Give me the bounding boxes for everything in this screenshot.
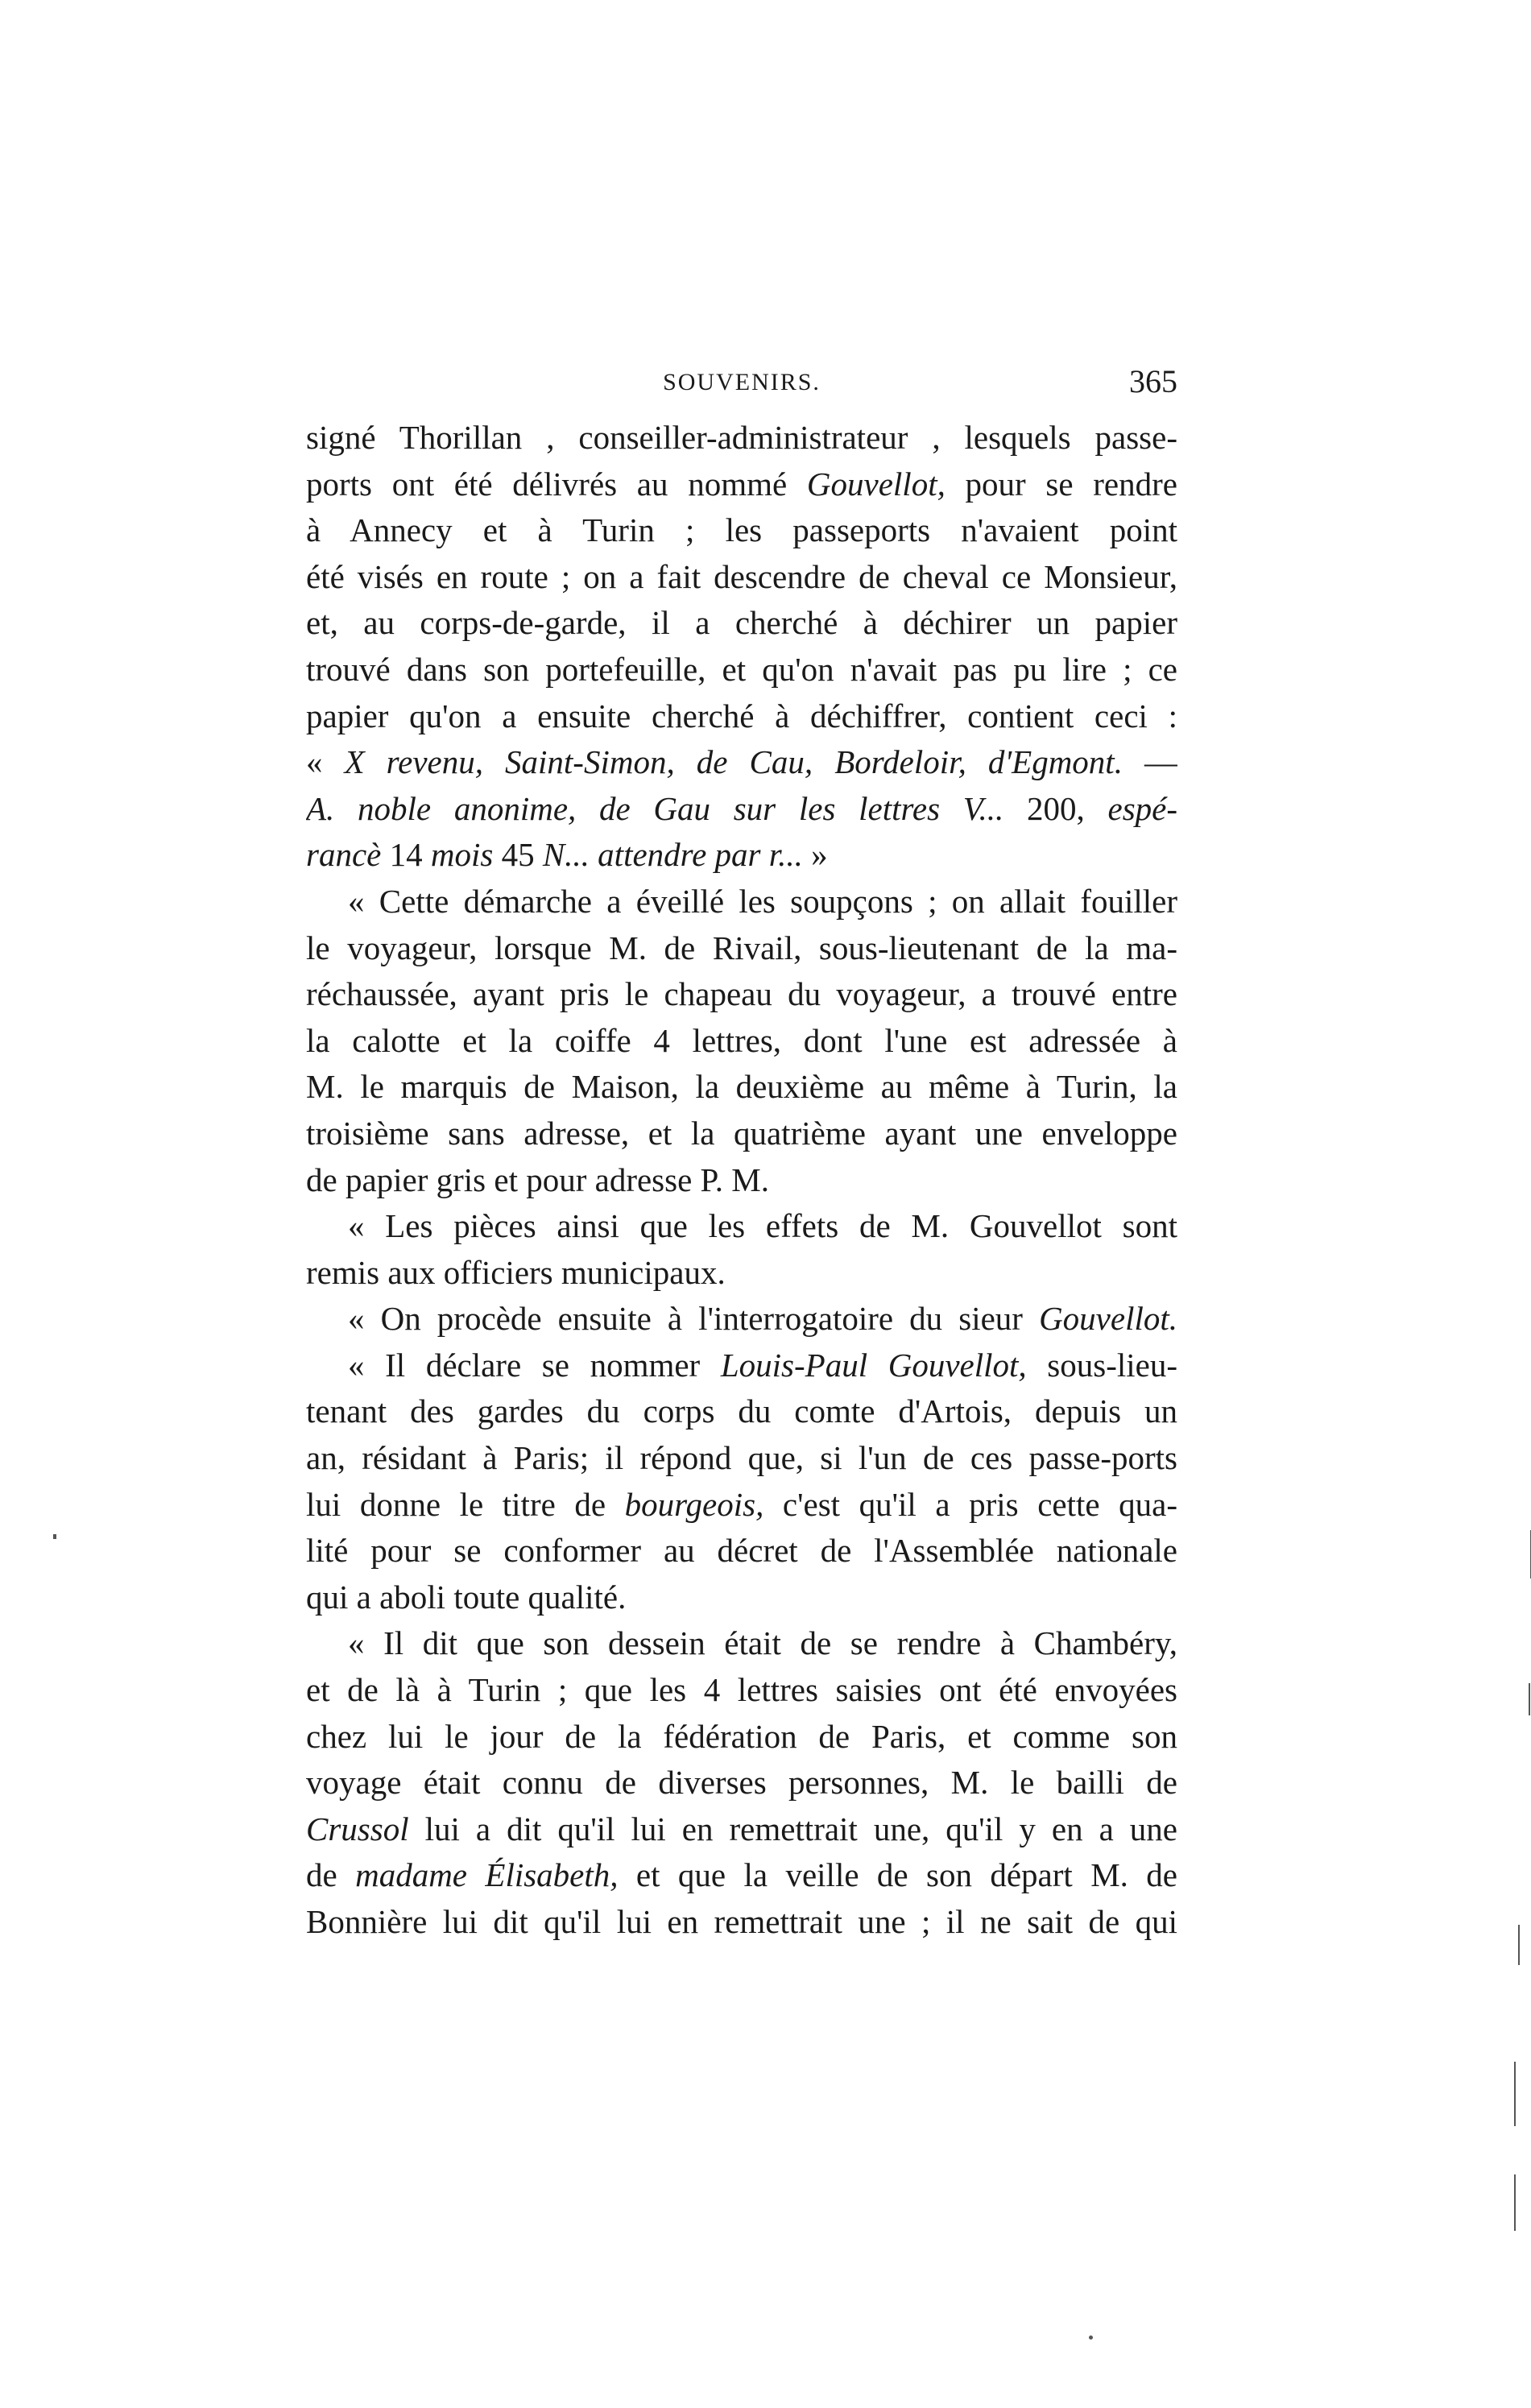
text-segment: an, résidant à Paris; il répond que, si l'un de ces passe-ports — [306, 1439, 1177, 1477]
text-line — [306, 1343, 1177, 1389]
text-line — [306, 1852, 1177, 1899]
text-line — [306, 461, 1177, 508]
text-line — [306, 1714, 1177, 1760]
italic-text: espé- — [1107, 789, 1177, 827]
text-line — [306, 415, 1177, 461]
text-segment: « Il dit que son dessein était de se rendre à Chambéry, — [348, 1624, 1177, 1662]
text-segment: de — [306, 1856, 356, 1894]
text-line — [306, 1435, 1177, 1482]
text-line — [306, 1064, 1177, 1111]
text-line — [306, 925, 1177, 972]
text-segment: de papier gris et pour adresse P. M. — [306, 1161, 770, 1198]
text-line — [306, 693, 1177, 740]
text-line — [306, 1250, 1177, 1297]
text-line — [306, 1899, 1177, 1946]
scan-artifact — [53, 1534, 56, 1539]
text-segment: réchaussée, ayant pris le chapeau du voyageur, a trouvé entre — [306, 975, 1177, 1013]
scan-artifact — [1529, 1683, 1530, 1715]
text-segment: lui donne le titre de — [306, 1485, 625, 1523]
text-line — [306, 1574, 1177, 1621]
body-text — [306, 415, 1177, 1946]
text-line — [306, 971, 1177, 1018]
text-segment: « Il déclare se nommer — [348, 1346, 721, 1384]
text-segment: » — [802, 836, 828, 874]
text-segment: tenant des gardes du corps du comte d'Artois, depuis un — [306, 1392, 1177, 1430]
text-line — [306, 1203, 1177, 1250]
italic-text: rancè — [306, 836, 382, 874]
text-line — [306, 647, 1177, 693]
text-segment: été visés en route ; on a fait descendre de cheval ce Monsieur, — [306, 557, 1177, 595]
text-line — [306, 832, 1177, 879]
text-segment: lui a dit qu'il lui en remettrait une, qu'il y en a une — [408, 1810, 1177, 1847]
text-segment: 14 — [381, 836, 431, 874]
scan-artifact — [1518, 1925, 1520, 1965]
text-segment: lité pour se conformer au décret de l'Assemblée nationale — [306, 1532, 1177, 1570]
text-segment: voyage était connu de diverses personnes, M. le bailli de — [306, 1764, 1177, 1802]
text-segment: qui a aboli toute qualité. — [306, 1578, 627, 1616]
text-segment: 45 — [493, 836, 543, 874]
italic-text: X revenu, Saint-Simon, de Cau, Bordeloir, d'Egmont. — [344, 743, 1123, 781]
scan-artifact — [1514, 2062, 1516, 2126]
text-segment: et que la veille de son départ M. de — [618, 1856, 1177, 1894]
text-segment: sous-lieu- — [1026, 1346, 1177, 1384]
text-line — [306, 879, 1177, 925]
text-line — [306, 1667, 1177, 1714]
italic-text: mois — [430, 836, 494, 874]
text-segment: trouvé dans son portefeuille, et qu'on n'avait pas pu lire ; ce — [306, 650, 1177, 688]
scan-artifact — [1089, 2336, 1093, 2340]
scan-artifact — [1514, 2174, 1516, 2231]
italic-text: bourgeois, — [624, 1485, 764, 1523]
text-segment: à Annecy et à Turin ; les passeports n'avaient point — [306, 511, 1177, 549]
text-line — [306, 1111, 1177, 1157]
italic-text: A. noble anonime, de Gau sur les lettres V... — [306, 789, 1004, 827]
page-number: 365 — [1129, 363, 1177, 399]
text-line — [306, 1620, 1177, 1667]
italic-text: Louis-Paul Gouvellot, — [720, 1346, 1027, 1384]
text-line — [306, 1528, 1177, 1574]
italic-text: madame Élisabeth, — [355, 1856, 619, 1894]
text-line — [306, 600, 1177, 647]
text-segment: « Les pièces ainsi que les effets de M. Gouvellot sont — [348, 1207, 1177, 1245]
text-segment: 200, — [1003, 789, 1108, 827]
text-line — [306, 1157, 1177, 1204]
text-line — [306, 1296, 1177, 1343]
text-segment: pour se rendre — [945, 465, 1177, 503]
text-line — [306, 507, 1177, 554]
italic-text: Crussol — [306, 1810, 409, 1847]
text-segment: c'est qu'il a pris cette qua- — [763, 1485, 1177, 1523]
text-line — [306, 786, 1177, 833]
text-line — [306, 1482, 1177, 1529]
text-line — [306, 1806, 1177, 1853]
text-line — [306, 1388, 1177, 1435]
text-segment: « On procède ensuite à l'interrogatoire du sieur — [348, 1300, 1040, 1338]
text-segment: — — [1122, 743, 1177, 781]
text-segment: et de là à Turin ; que les 4 lettres saisies ont été envoyées — [306, 1671, 1177, 1709]
text-segment: troisième sans adresse, et la quatrième ayant une enveloppe — [306, 1114, 1177, 1152]
text-segment: la calotte et la coiffe 4 lettres, dont l'une est adressée à — [306, 1021, 1177, 1059]
text-segment: « — [306, 743, 345, 781]
text-segment: papier qu'on a ensuite cherché à déchiffrer, contient ceci : — [306, 697, 1177, 734]
italic-text: Gouvellot. — [1039, 1300, 1177, 1338]
text-segment: remis aux officiers municipaux. — [306, 1253, 726, 1291]
text-segment: chez lui le jour de la fédération de Paris, et comme son — [306, 1717, 1177, 1755]
italic-text: N... attendre par r... — [542, 836, 803, 874]
text-segment: ports ont été délivrés au nommé — [306, 465, 807, 503]
text-line — [306, 739, 1177, 786]
text-line — [306, 554, 1177, 601]
text-line — [306, 1760, 1177, 1806]
text-segment: signé Thorillan , conseiller-administrateur , lesquels passe- — [306, 419, 1177, 456]
italic-text: Gouvellot, — [806, 465, 945, 503]
text-segment: Bonnière lui dit qu'il lui en remettrait une ; il ne sait de qui — [306, 1903, 1177, 1940]
text-line — [306, 1018, 1177, 1065]
text-segment: « Cette démarche a éveillé les soupçons ; on allait fouiller — [348, 882, 1177, 920]
page-header — [306, 362, 1177, 403]
running-head: SOUVENIRS. — [663, 369, 821, 395]
text-segment: le voyageur, lorsque M. de Rivail, sous-lieutenant de la ma- — [306, 929, 1177, 966]
text-segment: et, au corps-de-garde, il a cherché à déchirer un papier — [306, 604, 1177, 642]
text-segment: M. le marquis de Maison, la deuxième au même à Turin, la — [306, 1068, 1177, 1106]
